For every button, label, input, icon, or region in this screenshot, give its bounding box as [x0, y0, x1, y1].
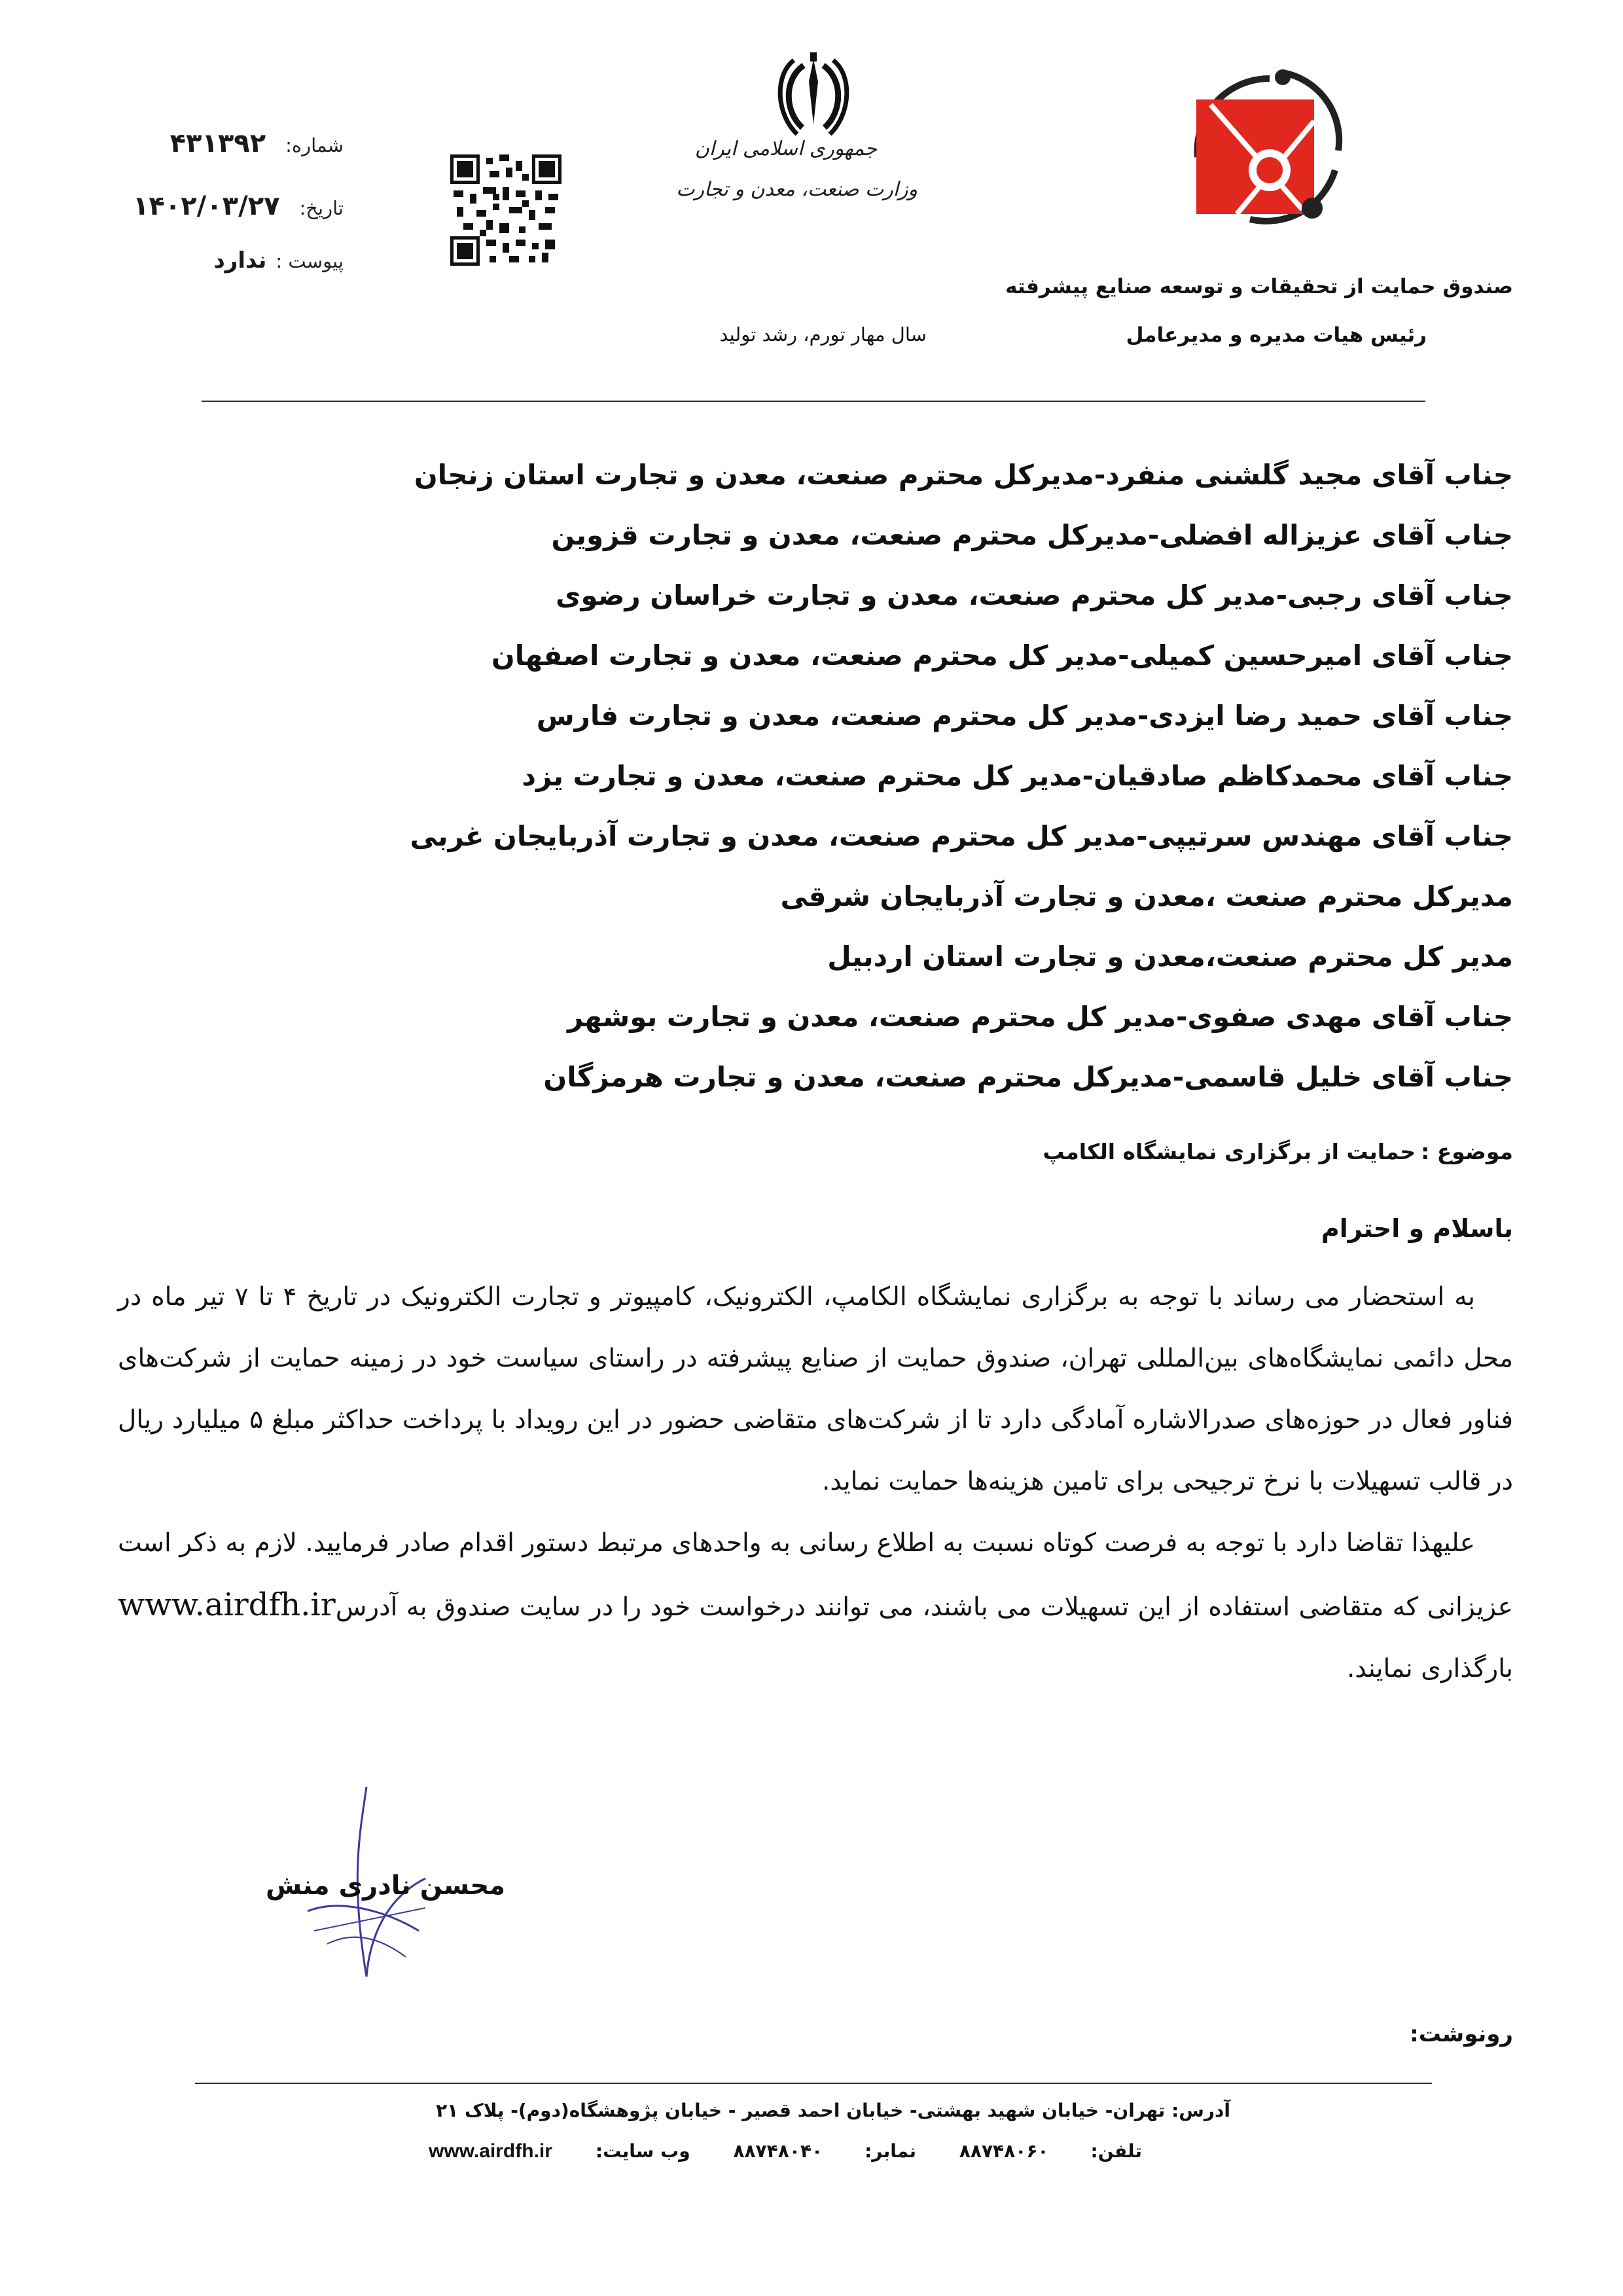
body-paragraph-2-part-2: بارگذاری نمایند. — [1347, 1654, 1513, 1683]
recipient-item: جناب آقای امیرحسین کمیلی-مدیر کل محترم صنعت، معدن و تجارت اصفهان — [491, 639, 1513, 672]
footer-divider — [195, 2083, 1432, 2084]
fund-logo-icon — [1171, 59, 1348, 229]
body-paragraph-2-part-1: علیهذا تقاضا دارد با توجه به فرصت کوتاه نسبت به اطلاع رسانی به واحدهای مرتبط دستور اقدام صادر فرمایید. لازم به ذکر است عزیزانی که متقاضی استفاده از این تسهیلات می باشند، می توانند درخواست خود را در سایت صندوق به آدرس — [118, 1528, 1513, 1622]
ministry-line-1: جمهوری اسلامی ایران — [694, 137, 877, 160]
national-emblem — [764, 46, 863, 144]
website-link[interactable]: www.airdfh.ir — [118, 1587, 336, 1623]
letter-number — [170, 128, 344, 158]
attachment-label: پیوست : — [276, 250, 344, 272]
organization-name: صندوق حمایت از تحقیقات و توسعه صنایع پیشرفته — [1005, 275, 1513, 298]
national-emblem-icon — [764, 46, 863, 144]
number-label: شماره: — [285, 134, 344, 156]
footer-contact — [392, 2140, 1142, 2162]
footer-website-link[interactable]: www.airdfh.ir — [429, 2140, 552, 2162]
greeting: باسلام و احترام — [1321, 1214, 1513, 1243]
fax-label: نمابر: — [865, 2140, 917, 2162]
recipient-item: مدیرکل محترم صنعت ،معدن و تجارت آذربایجان شرقی — [780, 880, 1513, 912]
recipient-item: جناب آقای خلیل قاسمی-مدیرکل محترم صنعت، معدن و تجارت هرمزگان — [543, 1061, 1513, 1093]
subject-text: حمایت از برگزاری نمایشگاه الکامپ — [1043, 1139, 1416, 1164]
fax-value: ۸۸۷۴۸۰۴۰ — [733, 2140, 823, 2162]
number-value: ۴۳۱۳۹۲ — [169, 128, 266, 158]
attachment-value: ندارد — [213, 247, 267, 274]
recipient-item: جناب آقای عزیزاله افضلی-مدیرکل محترم صنعت، معدن و تجارت قزوین — [551, 519, 1513, 551]
recipient-list — [113, 445, 1513, 1107]
letter-date — [133, 191, 344, 221]
subject-label: موضوع : — [1421, 1139, 1513, 1164]
phone — [959, 2140, 1142, 2162]
phone-label: تلفن: — [1090, 2140, 1142, 2162]
date-label: تاریخ: — [299, 197, 344, 219]
website-label: وب سایت: — [595, 2140, 690, 2162]
qr-code — [450, 154, 562, 266]
recipient-item: جناب آقای محمدکاظم صادقیان-مدیر کل محترم صنعت، معدن و تجارت یزد — [522, 760, 1513, 792]
date-value: ۱۴۰۲/۰۳/۲۷ — [132, 191, 280, 221]
phone-value: ۸۸۷۴۸۰۶۰ — [959, 2140, 1049, 2162]
letter-attachment — [213, 247, 344, 274]
fax — [733, 2140, 916, 2162]
recipient-item: جناب آقای مهدی صفوی-مدیر کل محترم صنعت، معدن و تجارت بوشهر — [567, 1001, 1513, 1033]
letter-body — [118, 1266, 1513, 1700]
recipient-item: جناب آقای مهندس سرتیپی-مدیر کل محترم صنعت، معدن و تجارت آذربایجان غربی — [410, 820, 1513, 852]
qr-code-icon — [450, 154, 562, 266]
signer-name: محسن نادری منش — [265, 1871, 505, 1901]
ministry-line-2: وزارت صنعت، معدن و تجارت — [676, 178, 918, 201]
header-divider — [202, 401, 1425, 402]
body-paragraph-1: به استحضار می رساند با توجه به برگزاری نمایشگاه الکامپ، الکترونیک، کامپیوتر و تجارت الکترونیک در تاریخ ۴ تا ۷ تیر ماه در محل دائمی نمایشگاه‌های بین‌المللی تهران، صندوق حمایت از صنایع پیشرفته در راستای سیاست خود در زمینه حمایت از شرکت‌های فناور فعال در حوزه‌های صدرالاشاره آمادگی دارد تا از شرکت‌های متقاضی حضور در این رویداد با پرداخت حداکثر مبلغ ۵ میلیارد ریال در قالب تسهیلات با نرخ ترجیحی برای تامین هزینه‌ها حمایت نماید. — [118, 1282, 1514, 1496]
recipient-item: مدیر کل محترم صنعت،معدن و تجارت استان اردبیل — [827, 941, 1513, 973]
cc-label: رونوشت: — [1410, 2021, 1513, 2047]
recipient-item: جناب آقای حمید رضا ایزدی-مدیر کل محترم صنعت، معدن و تجارت فارس — [536, 700, 1513, 732]
recipient-item: جناب آقای رجبی-مدیر کل محترم صنعت، معدن و تجارت خراسان رضوی — [556, 579, 1513, 611]
footer-address: آدرس: تهران- خیابان شهید بهشتی- خیابان احمد قصیر - خیابان پژوهشگاه(دوم)- پلاک ۲۱ — [436, 2100, 1230, 2121]
fund-logo — [1171, 59, 1348, 229]
sender-title: رئیس هیات مدیره و مدیرعامل — [1126, 323, 1427, 347]
year-motto: سال مهار تورم، رشد تولید — [719, 323, 927, 346]
body-paragraph-2 — [118, 1513, 1513, 1700]
website — [429, 2140, 690, 2162]
letter-subject — [1043, 1139, 1513, 1164]
recipient-item: جناب آقای مجید گلشنی منفرد-مدیرکل محترم صنعت، معدن و تجارت استان زنجان — [414, 459, 1513, 491]
